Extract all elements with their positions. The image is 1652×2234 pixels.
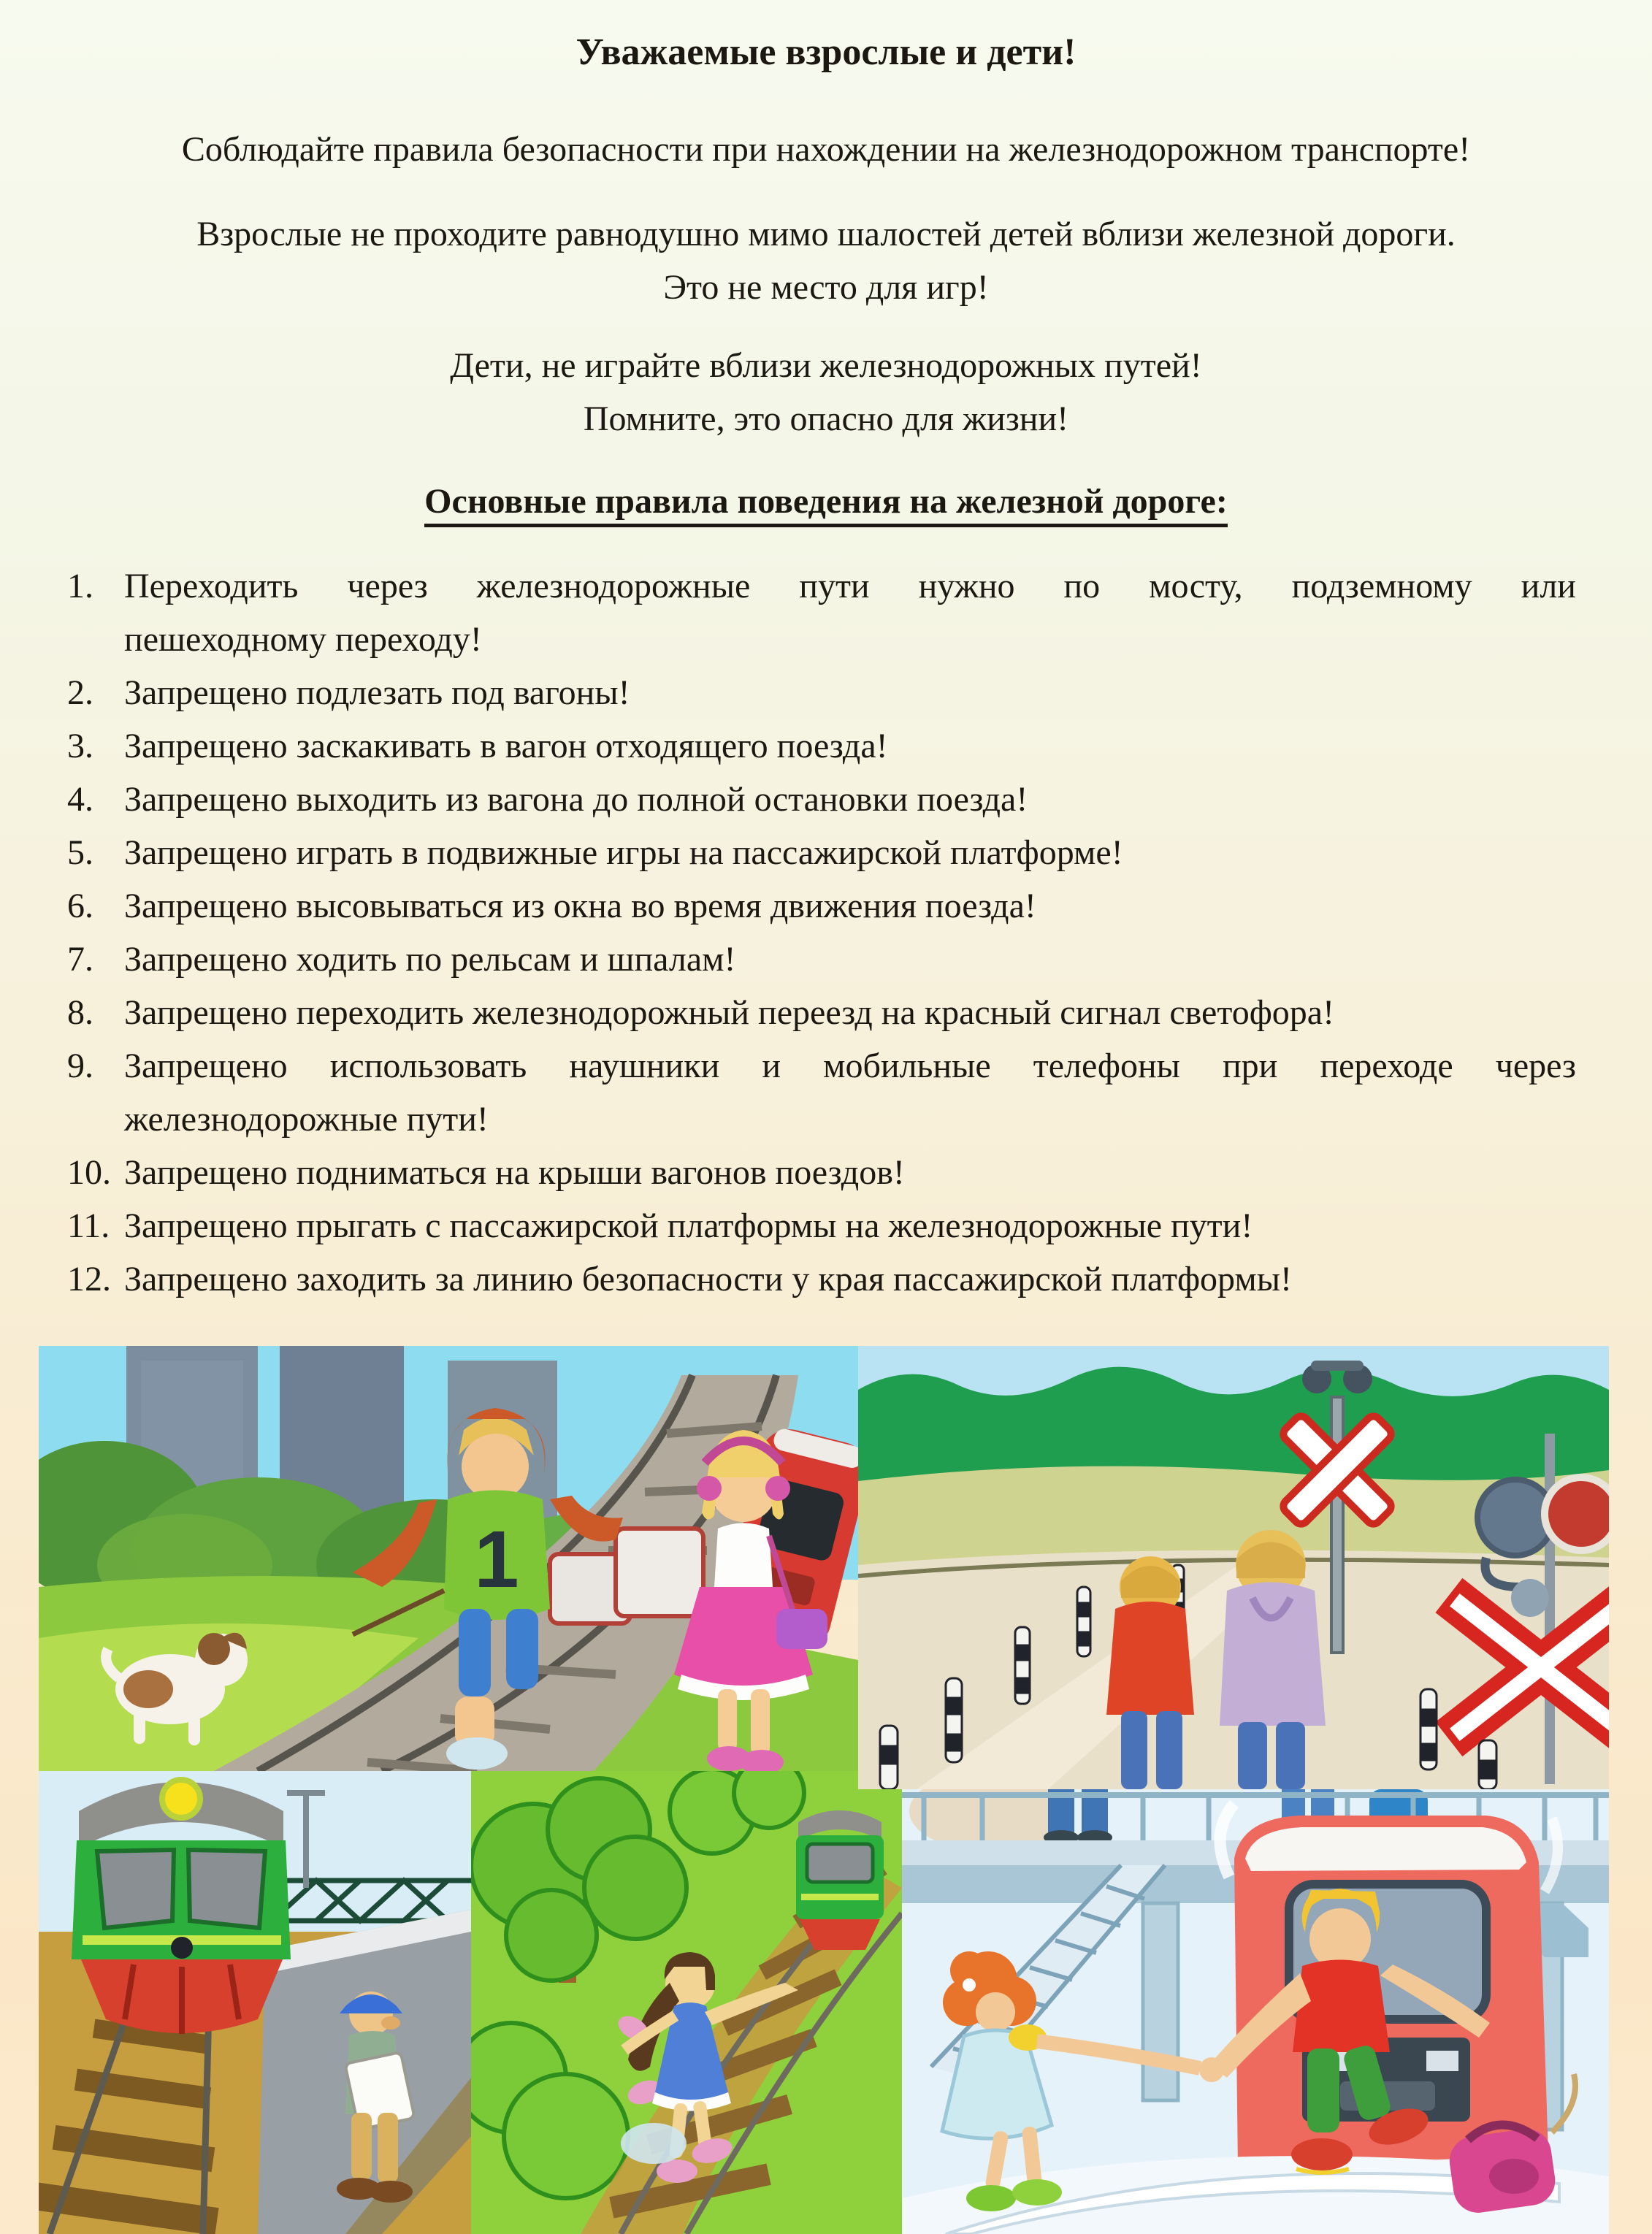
rule-text: Запрещено заскакивать в вагон отходящего поезда! — [124, 727, 888, 765]
rule-number: 12. — [67, 1260, 111, 1298]
illustration-children-at-railway-crossing — [858, 1346, 1609, 1789]
rule-number: 6. — [67, 887, 93, 925]
rule-text: Запрещено подниматься на крыши вагонов поездов! — [124, 1153, 905, 1192]
rule-number: 3. — [67, 727, 93, 765]
intro-paragraph-2 — [37, 207, 1615, 314]
rule-item — [67, 1199, 1576, 1252]
page-title: Уважаемые взрослые и дети! — [575, 31, 1077, 73]
rule-item — [67, 933, 1576, 986]
illustration-children-walking-on-tracks — [39, 1346, 858, 1771]
rule-number: 9. — [67, 1047, 93, 1085]
rule-text: Запрещено ходить по рельсам и шпалам! — [124, 940, 736, 979]
green-locomotive — [72, 1780, 291, 2034]
rule-item — [67, 773, 1576, 826]
rule-text-continued: железнодорожные пути! — [124, 1100, 489, 1139]
rule-text-continued: пешеходному переходу! — [124, 620, 482, 659]
rules-list — [67, 559, 1576, 1306]
rule-number: 1. — [67, 567, 93, 605]
rule-item — [67, 666, 1576, 719]
rule-item — [67, 1146, 1576, 1199]
intro-paragraph-1: Соблюдайте правила безопасности при нахождении на железнодорожном транспорте! — [181, 130, 1471, 169]
rule-text: Запрещено выходить из вагона до полной остановки поезда! — [124, 780, 1028, 819]
rule-number: 7. — [67, 940, 93, 979]
rule-item — [67, 1252, 1576, 1306]
intro-paragraph-2-line2: Это не место для игр! — [663, 268, 989, 307]
rule-text: Запрещено подлезать под вагоны! — [124, 673, 630, 712]
rule-item — [67, 1039, 1576, 1146]
rule-text: Запрещено играть в подвижные игры на пассажирской платформе! — [124, 833, 1123, 872]
rule-item — [67, 826, 1576, 879]
rule-text: Переходить через железнодорожные пути нужно по мосту, подземному или — [124, 567, 1576, 605]
intro-paragraph-3 — [37, 339, 1615, 445]
rule-number: 5. — [67, 833, 93, 872]
shirt-number: 1 — [474, 1515, 519, 1604]
rule-text: Запрещено использовать наушники и мобильные телефоны при переходе через — [124, 1047, 1576, 1085]
rule-item — [67, 719, 1576, 773]
illustration-girl-balancing-on-rail — [471, 1771, 902, 2234]
rule-text: Запрещено прыгать с пассажирской платформы на железнодорожные пути! — [124, 1206, 1253, 1245]
rule-item — [67, 559, 1576, 666]
illustration-man-reading-near-green-train — [39, 1771, 471, 2234]
rule-number: 4. — [67, 780, 93, 819]
intro-paragraph-3-line1: Дети, не играйте вблизи железнодорожных путей! — [450, 346, 1202, 385]
rule-number: 2. — [67, 673, 93, 712]
rules-heading: Основные правила поведения на железной дороге: — [37, 475, 1615, 528]
rule-number: 11. — [67, 1206, 110, 1245]
rule-text: Запрещено заходить за линию безопасности у края пассажирской платформы! — [124, 1260, 1292, 1298]
intro-paragraph-3-line2: Помните, это опасно для жизни! — [583, 399, 1069, 438]
rule-item — [67, 879, 1576, 933]
illustration-boy-pulled-from-platform-edge — [902, 1789, 1609, 2234]
rule-item — [67, 986, 1576, 1039]
rule-text: Запрещено высовываться из окна во время движения поезда! — [124, 887, 1036, 925]
rule-number: 8. — [67, 993, 93, 1032]
illustration-collage — [39, 1346, 1609, 2234]
intro-paragraph-2-line1: Взрослые не проходите равнодушно мимо шалостей детей вблизи железной дороги. — [196, 215, 1456, 253]
rule-number: 10. — [67, 1153, 111, 1192]
rule-text: Запрещено переходить железнодорожный переезд на красный сигнал светофора! — [124, 993, 1335, 1032]
